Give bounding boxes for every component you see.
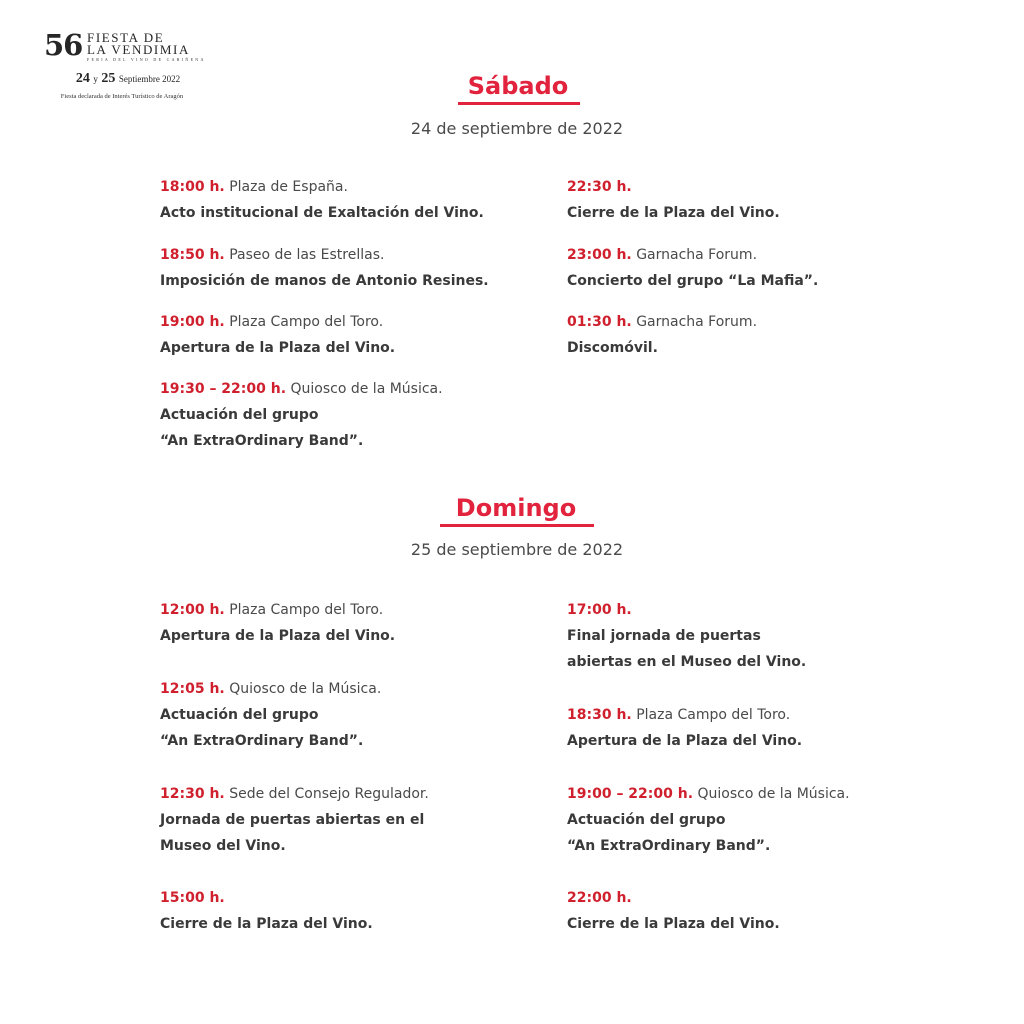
event-time: 01:30 h. <box>567 314 632 330</box>
logo-title-line2: LA VENDIMIA <box>87 42 190 57</box>
logo-date-y: y <box>93 74 98 84</box>
sunday-event <box>567 885 780 937</box>
sunday-event <box>160 885 373 937</box>
saturday-event <box>567 174 780 226</box>
event-time: 17:00 h. <box>567 602 632 618</box>
event-description: Final jornada de puertas abiertas en el Museo del Vino. <box>567 628 807 670</box>
event-time: 18:00 h. <box>160 179 225 195</box>
event-description: Cierre de la Plaza del Vino. <box>567 916 780 932</box>
event-time: 18:50 h. <box>160 247 225 263</box>
event-time: 22:30 h. <box>567 179 632 195</box>
logo-edition-number: 56 <box>44 28 83 62</box>
sunday-event <box>567 781 850 859</box>
saturday-date: 24 de septiembre de 2022 <box>410 119 624 138</box>
saturday-title: Sábado <box>467 72 569 100</box>
event-place: Plaza Campo del Toro. <box>229 314 384 330</box>
logo-date-month: Septiembre 2022 <box>118 74 181 84</box>
event-place: Plaza Campo del Toro. <box>636 707 791 723</box>
event-time: 12:00 h. <box>160 602 225 618</box>
sunday-event <box>160 781 429 859</box>
saturday-underline <box>458 102 580 105</box>
sunday-event <box>160 597 395 649</box>
logo-date-25: 25 <box>101 71 116 86</box>
saturday-event <box>160 242 489 294</box>
event-time: 22:00 h. <box>567 890 632 906</box>
event-description: Apertura de la Plaza del Vino. <box>567 733 803 749</box>
saturday-event <box>567 309 757 361</box>
event-description: Apertura de la Plaza del Vino. <box>160 628 396 644</box>
event-time: 19:30 – 22:00 h. <box>160 381 287 397</box>
saturday-event <box>160 376 443 454</box>
sunday-event <box>160 676 381 754</box>
sunday-event <box>567 702 802 754</box>
event-time: 19:00 – 22:00 h. <box>567 786 694 802</box>
event-description: Concierto del grupo “La Mafia”. <box>567 273 819 289</box>
event-place: Plaza Campo del Toro. <box>229 602 384 618</box>
event-description: Discomóvil. <box>567 340 658 356</box>
event-description: Apertura de la Plaza del Vino. <box>160 340 396 356</box>
event-place: Paseo de las Estrellas. <box>229 247 385 263</box>
sunday-date: 25 de septiembre de 2022 <box>410 540 624 559</box>
saturday-event <box>160 309 395 361</box>
event-place: Quiosco de la Música. <box>229 681 382 697</box>
logo-title-line1: FIESTA DE <box>87 30 165 45</box>
event-time: 12:05 h. <box>160 681 225 697</box>
logo-date-24: 24 <box>75 71 90 86</box>
event-description: Acto institucional de Exaltación del Vino. <box>160 205 484 221</box>
logo-subtitle: FERIA DEL VINO DE CARIÑENA <box>87 57 206 62</box>
event-place: Sede del Consejo Regulador. <box>229 786 429 802</box>
event-description: Cierre de la Plaza del Vino. <box>567 205 780 221</box>
sunday-underline <box>440 524 594 527</box>
event-description: Jornada de puertas abiertas en el Museo del Vino. <box>160 812 425 854</box>
event-place: Plaza de España. <box>229 179 348 195</box>
event-description: Actuación del grupo “An ExtraOrdinary Band”. <box>160 707 364 749</box>
event-time: 18:30 h. <box>567 707 632 723</box>
event-time: 12:30 h. <box>160 786 225 802</box>
event-description: Actuación del grupo “An ExtraOrdinary Band”. <box>160 407 364 449</box>
event-description: Actuación del grupo “An ExtraOrdinary Band”. <box>567 812 771 854</box>
event-time: 19:00 h. <box>160 314 225 330</box>
sunday-title: Domingo <box>455 494 577 522</box>
event-place: Quiosco de la Música. <box>290 381 443 397</box>
event-time: 23:00 h. <box>567 247 632 263</box>
sunday-event <box>567 597 806 675</box>
saturday-event <box>567 242 818 294</box>
saturday-event <box>160 174 484 226</box>
event-description: Imposición de manos de Antonio Resines. <box>160 273 489 289</box>
event-place: Quiosco de la Música. <box>697 786 850 802</box>
event-place: Garnacha Forum. <box>636 314 758 330</box>
logo-title <box>87 32 190 56</box>
event-place: Garnacha Forum. <box>636 247 758 263</box>
event-time: 15:00 h. <box>160 890 225 906</box>
event-description: Cierre de la Plaza del Vino. <box>160 916 373 932</box>
logo-declaration: Fiesta declarada de Interés Turístico de Aragón <box>60 93 184 100</box>
